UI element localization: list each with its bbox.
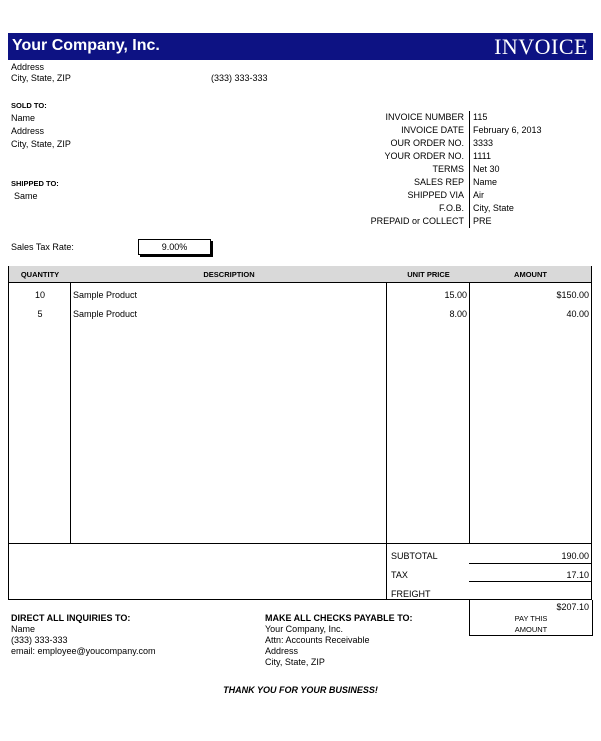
meta-label: F.O.B. xyxy=(438,203,464,213)
subtotal-label: SUBTOTAL xyxy=(391,551,438,561)
meta-label: SHIPPED VIA xyxy=(407,190,464,200)
meta-value: 115 xyxy=(469,111,487,124)
meta-label: INVOICE DATE xyxy=(401,125,464,135)
subtotal-value: 190.00 xyxy=(561,551,589,561)
row-unit-price: 8.00 xyxy=(449,309,467,319)
tax-value: 17.10 xyxy=(566,570,589,580)
meta-label: INVOICE NUMBER xyxy=(385,112,464,122)
header-description: DESCRIPTION xyxy=(71,266,387,283)
meta-label: OUR ORDER NO. xyxy=(390,138,464,148)
meta-value: Name xyxy=(469,176,497,189)
shipped-to-label: SHIPPED TO: xyxy=(11,179,59,188)
freight-label: FREIGHT xyxy=(391,589,431,599)
header-unit-price: UNIT PRICE xyxy=(387,266,470,283)
divider xyxy=(469,563,592,564)
invoice-title: INVOICE xyxy=(494,34,588,59)
payable-address: Address xyxy=(265,646,299,656)
meta-value: 1111 xyxy=(469,150,491,163)
row-description: Sample Product xyxy=(73,309,138,319)
meta-value: City, State xyxy=(469,202,514,215)
meta-label: PREPAID or COLLECT xyxy=(370,216,464,226)
company-city: City, State, ZIP xyxy=(11,73,71,83)
company-name: Your Company, Inc. xyxy=(12,37,160,54)
divider xyxy=(469,283,470,543)
tax-rate-input[interactable]: 9.00% xyxy=(138,239,211,255)
inquiries-email[interactable]: email: employee@youcompany.com xyxy=(11,646,156,656)
row-amount: $150.00 xyxy=(556,290,589,300)
divider xyxy=(8,543,592,544)
header-quantity: QUANTITY xyxy=(9,266,71,283)
sold-to-city: City, State, ZIP xyxy=(11,139,71,149)
meta-label: TERMS xyxy=(432,164,464,174)
company-address: Address xyxy=(11,62,45,72)
meta-value: PRE xyxy=(469,215,492,228)
row-description: Sample Product xyxy=(73,290,138,300)
sold-to-address: Address xyxy=(11,126,45,136)
total-amount: $207.10 xyxy=(556,602,589,612)
payable-company: Your Company, Inc. xyxy=(265,624,344,634)
payable-label: MAKE ALL CHECKS PAYABLE TO: xyxy=(265,613,413,623)
inquiries-label: DIRECT ALL INQUIRIES TO: xyxy=(11,613,131,623)
row-amount: 40.00 xyxy=(566,309,589,319)
header-amount: AMOUNT xyxy=(470,266,591,283)
row-unit-price: 15.00 xyxy=(444,290,467,300)
inquiries-name: Name xyxy=(11,624,36,634)
pay-this-label: PAY THIS xyxy=(514,614,548,623)
tax-rate-label: Sales Tax Rate: xyxy=(11,242,74,252)
divider xyxy=(469,581,592,582)
meta-label: YOUR ORDER NO. xyxy=(384,151,464,161)
meta-value: Air xyxy=(469,189,484,202)
meta-value: Net 30 xyxy=(469,163,500,176)
sold-to-label: SOLD TO: xyxy=(11,101,47,110)
meta-value: 3333 xyxy=(469,137,493,150)
thank-you-message: THANK YOU FOR YOUR BUSINESS! xyxy=(223,685,378,695)
row-quantity: 5 xyxy=(37,309,43,319)
payable-city: City, State, ZIP xyxy=(265,657,325,667)
tax-label: TAX xyxy=(391,570,408,580)
divider xyxy=(386,283,387,600)
payable-attn: Attn: Accounts Receivable xyxy=(265,635,370,645)
row-quantity: 10 xyxy=(34,290,45,300)
company-phone: (333) 333-333 xyxy=(211,73,268,83)
meta-label: SALES REP xyxy=(413,177,464,187)
pay-amount-label: AMOUNT xyxy=(514,625,548,634)
sold-to-name: Name xyxy=(11,113,36,123)
shipped-to-value: Same xyxy=(14,191,38,201)
inquiries-phone: (333) 333-333 xyxy=(11,635,68,645)
invoice-banner xyxy=(8,33,593,60)
meta-value: February 6, 2013 xyxy=(469,124,542,137)
divider xyxy=(70,283,71,543)
